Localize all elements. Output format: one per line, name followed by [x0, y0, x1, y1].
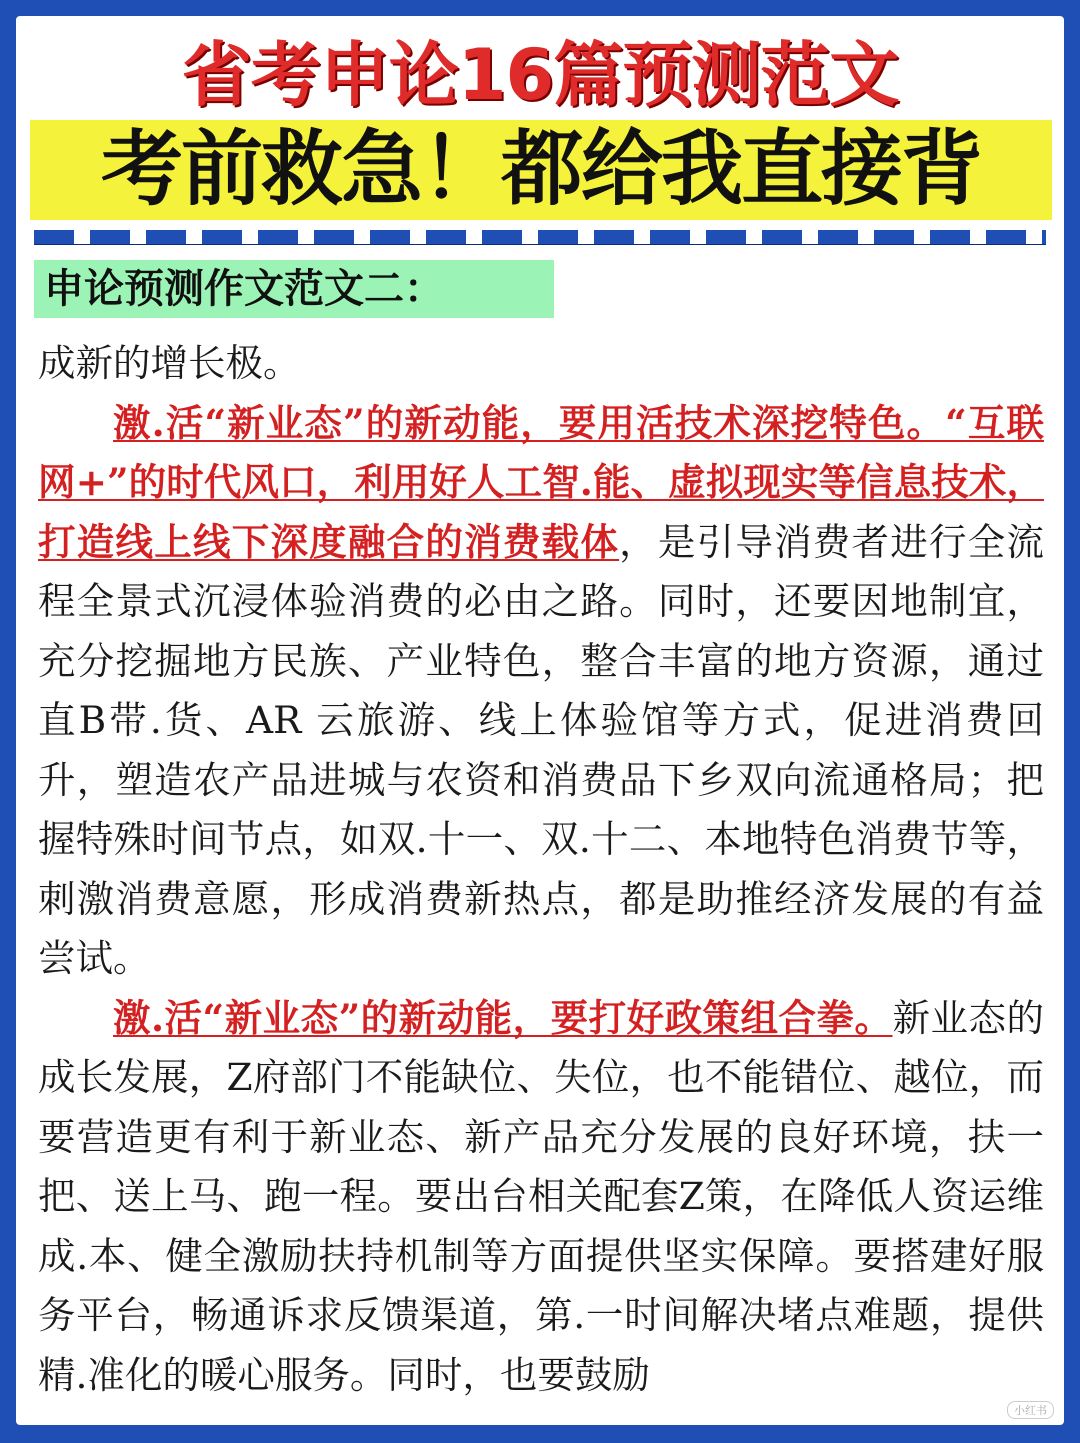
paragraph-1: [38, 334, 1044, 394]
paragraph-2-highlight: 激.活“新业态”的新动能，要用活技术深挖特色。“互联网+”的时代风口，利用好人工智.能、虚拟现实等信息技术，打造线上线下深度融合的消费载体: [38, 400, 1044, 564]
paragraph-3-highlight: 激.活“新业态”的新动能，要打好政策组合拳。: [113, 995, 893, 1040]
section-label-box: [34, 260, 554, 318]
section-label: 申论预测作文范文二：: [44, 266, 444, 312]
page-subtitle: 考前救急！都给我直接背: [100, 122, 981, 217]
article-card: [16, 16, 1064, 1425]
paragraph-2: [38, 394, 1044, 989]
subtitle-banner: [30, 120, 1052, 220]
paragraph-1-text: 成新的增长极。: [38, 341, 301, 385]
page-title: 省考申论16篇预测范文: [181, 34, 899, 116]
paragraph-2-text: ，是引导消费者进行全流程全景式沉浸体验消费的必由之路。同时，还要因地制宜，充分挖掘地方民族、产业特色，整合丰富的地方资源，通过直B带.货、AR 云旅游、线上体验馆等方式，促进消费回升，塑造农产品进城与农资和消费品下乡双向流通格局；把握特殊时间节点，如双.十一、双.十二、本地特色消费节等，刺激消费意愿，形成消费新热点，都是助推经济发展的有益尝试。: [38, 519, 1045, 980]
paragraph-3: [38, 989, 1044, 1406]
watermark-logo: 小红书: [1007, 1401, 1054, 1419]
paragraph-3-text: 新业态的成长发展，Z府部门不能缺位、失位，也不能错位、越位，而要营造更有利于新业态、新产品充分发展的良好环境，扶一把、送上马、跑一程。要出台相关配套Z策，在降低人资运维成.本、健全激励扶持机制等方面提供坚实保障。要搭建好服务平台，畅通诉求反馈渠道，第.一时间解决堵点难题，提供精.准化的暖心服务。同时，也要鼓励: [38, 995, 1044, 1397]
essay-body: [38, 334, 1044, 1405]
dashed-divider: [34, 230, 1046, 244]
